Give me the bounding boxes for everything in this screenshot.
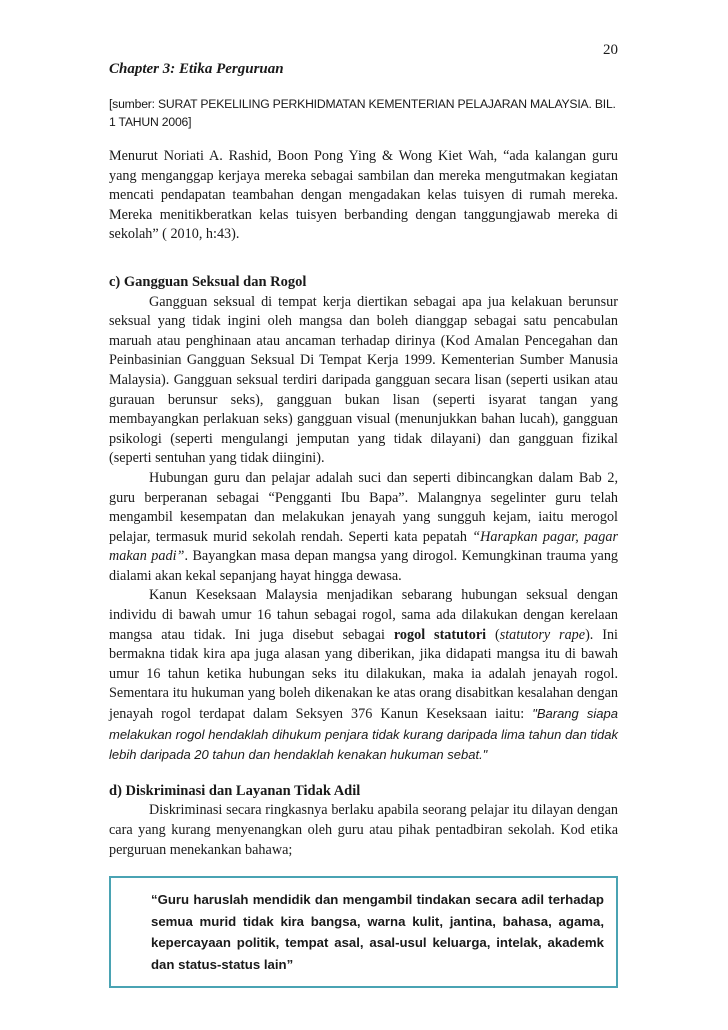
term-rogol-statutori: rogol statutori [393,626,487,643]
chapter-title: Chapter 3: Etika Perguruan [109,61,284,77]
paragraph-text: ( [486,626,500,643]
paragraph-text: . Bayangkan masa depan mangsa yang dirogol. Kemungkinan trauma yang dialami akan kekal sepanjang hayat hingga dewasa. [109,548,619,584]
page-number: 20 [603,42,618,58]
document-body [109,60,618,988]
ethics-quote-box [109,876,618,988]
paragraph-text: ). Ini bermakna tidak kira apa juga alasan yang diberikan, jika didapati mangsa itu di bawah umur 16 tahun ketika hubungan seks itu dilakukan, maka ia adalah jenayah rogol. Sementara itu hukuman yang boleh dikenakan ke atas orang disabitkan kesalahan dengan jenayah rogol terdapat dalam Seksyen 376 Kanun Keseksaan iaitu: [109,626,618,723]
paragraph-text: Hubungan guru dan pelajar adalah suci dan seperti dibincangkan dalam Bab 2, guru berperanan sebagai “Pengganti Ibu Bapa”. Malangnya segelinter guru telah mengambil kesempatan dan melakukan jenayah yang sungguh kejam, iaitu merogol pelajar, termasuk murid sekolah rendah. Seperti kata pepatah [109,469,618,545]
section-d-paragraph-1: Diskriminasi secara ringkasnya berlaku apabila seorang pelajar itu dilayan dengan cara yang kurang menyenangkan oleh guru atau pihak pentadbiran sekolah. Kod etika perguruan menekankan bahawa; [109,802,618,858]
term-statutory-rape: statutory rape [499,626,586,643]
section-c-paragraph-2 [109,469,618,587]
law-quote: "Barang siapa melakukan rogol hendaklah dihukum penjara tidak kurang daripada lima tahun dan tidak lebih daripada 20 tahun dan hendaklah kenakan hukuman sebat." [109,706,618,763]
section-c-paragraph-3 [109,586,618,765]
proverb: “Harapkan pagar, pagar makan padi” [109,528,618,565]
paragraph-text: Kanun Keseksaan Malaysia menjadikan sebarang hubungan seksual dengan individu di bawah umur 16 tahun sebagai rogol, sama ada dilakukan dengan kerelaan mangsa atau tidak. Ini juga disebut sebagai [109,587,618,643]
section-c-heading: c) Gangguan Seksual dan Rogol [109,273,307,290]
ethics-quote: “Guru haruslah mendidik dan mengambil tindakan secara adil terhadap semua murid tidak kira bangsa, warna kulit, jantina, bahasa, agama, kepercayaan politik, tempat asal, asal-usul keluarga, intelak, akademk dan status-status lain” [151,892,604,972]
section-d-heading: d) Diskriminasi dan Layanan Tidak Adil [109,782,361,799]
intro-paragraph: Menurut Noriati A. Rashid, Boon Pong Ying & Wong Kiet Wah, “ada kalangan guru yang menganggap kerjaya mereka sebagai sambilan dan mereka mengutmakan kegiatan mencati pendapatan teambahan dengan mengadakan kelas tuisyen di rumah mereka. Mereka menitikberatkan kelas tuisyen berbanding dengan tanggungjawab mereka di sekolah” ( 2010, h:43). [109,148,618,243]
source-note: [sumber: SURAT PEKELILING PERKHIDMATAN KEMENTERIAN PELAJARAN MALAYSIA. BIL. 1 TAHUN 2006] [109,97,616,129]
section-c-paragraph-1: Gangguan seksual di tempat kerja diertikan sebagai apa jua kelakuan berunsur seksual yang tidak ingini oleh mangsa dan boleh dianggap sebagai satu pencabulan maruah atau penghinaan atau ancaman terhadap dirinya (Kod Amalan Pencegahan dan Peinbasinian Gangguan Seksual Di Tempat Kerja 1999. Kementerian Sumber Manusia Malaysia). Gangguan seksual terdiri daripada gangguan secara lisan (seperti usikan atau gurauan berunsur seks), gangguan bukan lisan (seperti isyarat tangan yang membayangkan perlakuan seks) gangguan visual (menunjukkan bahan lucah), gangguan psikologi (seperti mengulangi jemputan yang tidak dilayani) dan gangguan fizikal (seperti sentuhan yang tidak diingini). [109,293,618,467]
